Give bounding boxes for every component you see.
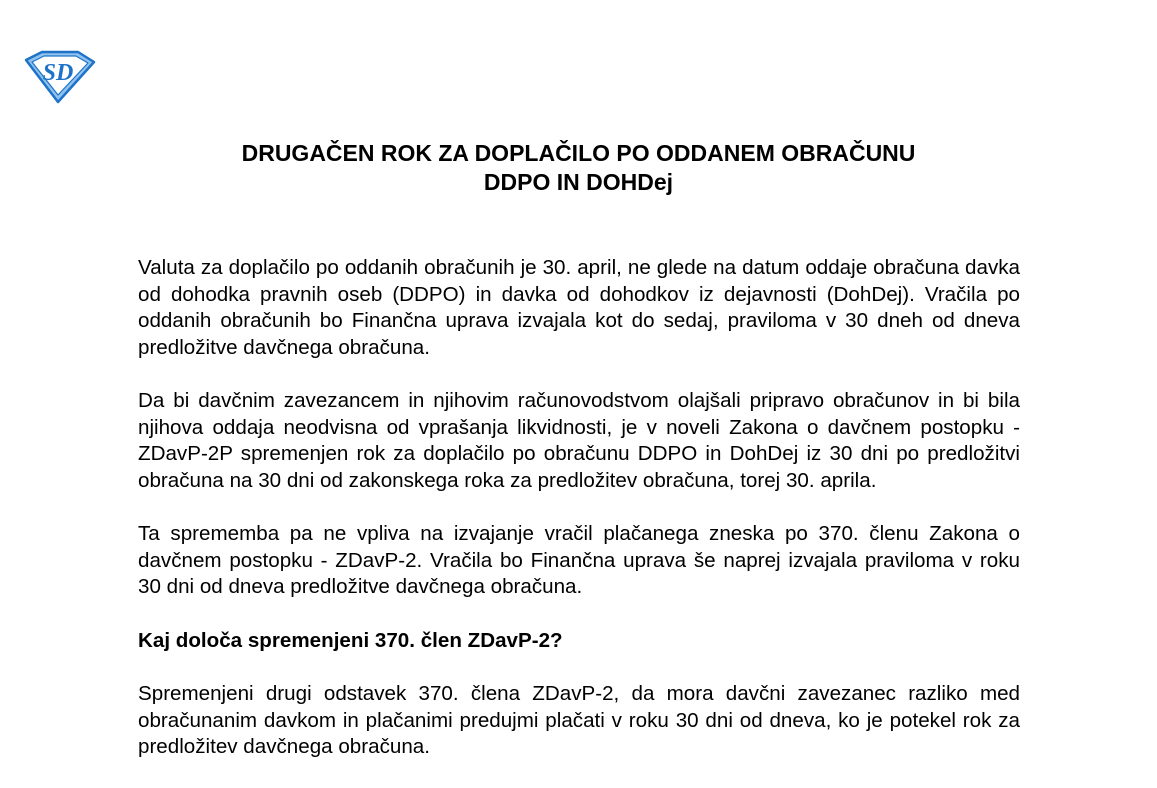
document-body bbox=[138, 255, 1020, 788]
title-line-1: DRUGAČEN ROK ZA DOPLAČILO PO ODDANEM OBRAČUNU bbox=[241, 140, 916, 166]
paragraph-2: Da bi davčnim zavezancem in njihovim računovodstvom olajšali pripravo obračunov in bi bila njihova oddaja neodvisna od vprašanja likvidnosti, je v noveli Zakona o davčnem postopku - ZDavP-2P spremenjen rok za doplačilo po obračunu DDPO in DohDej iz 30 dni po predložitvi obračuna na 30 dni od zakonskega roka za predložitev obračuna, torej 30. aprila. bbox=[138, 389, 1020, 492]
document-title bbox=[0, 139, 1157, 197]
paragraph-4: Spremenjeni drugi odstavek 370. člena ZDavP-2, da mora davčni zavezanec razliko med obračunanim davkom in plačanimi predujmi plačati v roku 30 dni od dneva, ko je potekel rok za predložitev davčnega obračuna. bbox=[138, 682, 1020, 758]
svg-text:SD: SD bbox=[42, 60, 74, 86]
section-heading: Kaj določa spremenjeni 370. člen ZDavP-2? bbox=[138, 628, 563, 652]
sd-logo-icon bbox=[22, 48, 96, 104]
paragraph-1: Valuta za doplačilo po oddanih obračunih je 30. april, ne glede na datum oddaje obračuna davka od dohodka pravnih oseb (DDPO) in davka od dohodkov iz dejavnosti (DohDej). Vračila po oddanih obračunih bo Finančna uprava izvajala kot do sedaj, praviloma v 30 dneh od dneva predložitve davčnega obračuna. bbox=[138, 256, 1020, 359]
title-line-2: DDPO IN DOHDej bbox=[483, 169, 674, 195]
paragraph-3: Ta sprememba pa ne vpliva na izvajanje vračil plačanega zneska po 370. členu Zakona o davčnem postopku - ZDavP-2. Vračila bo Finančna uprava še naprej izvajala praviloma v roku 30 dni od dneva predložitve davčnega obračuna. bbox=[138, 522, 1020, 598]
